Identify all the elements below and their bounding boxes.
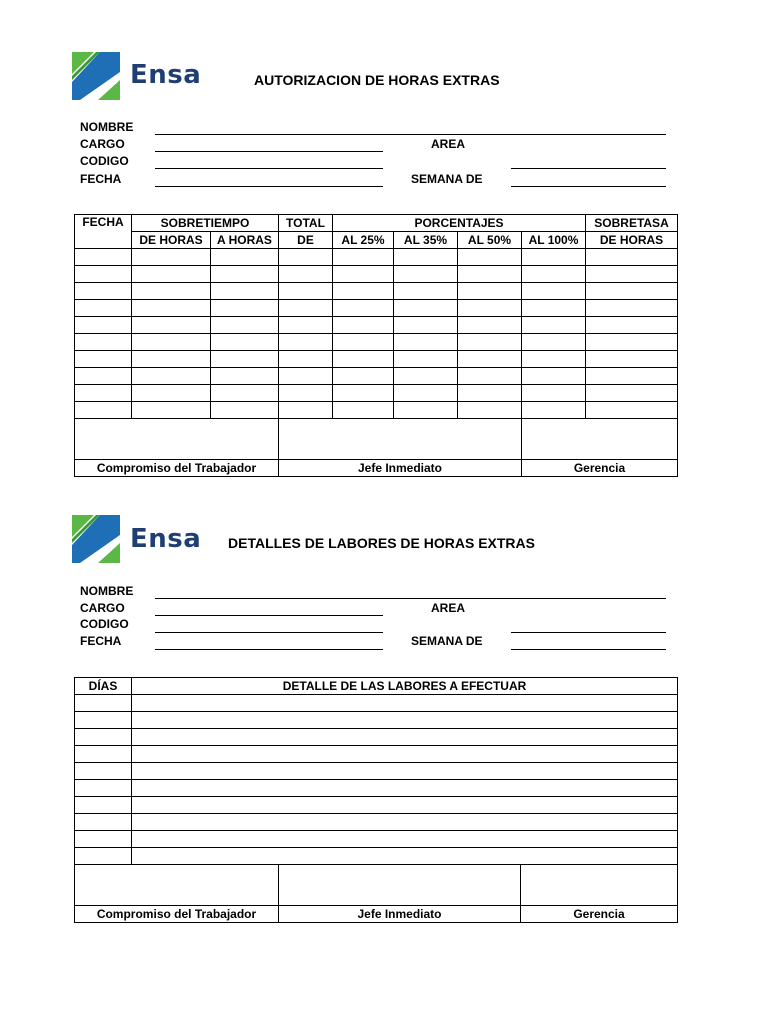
detalle-cell[interactable]	[132, 712, 678, 729]
table-cell[interactable]	[586, 300, 678, 317]
table-cell[interactable]	[211, 402, 279, 419]
col-al25: AL 25%	[333, 232, 394, 249]
table-row	[75, 385, 678, 402]
dias-cell[interactable]	[75, 695, 132, 712]
table-row	[75, 283, 678, 300]
table-cell[interactable]	[75, 351, 132, 368]
table-cell[interactable]	[279, 300, 333, 317]
table-cell[interactable]	[458, 402, 522, 419]
table-cell[interactable]	[458, 385, 522, 402]
dias-cell[interactable]	[75, 780, 132, 797]
col-porcentajes: PORCENTAJES	[333, 215, 586, 232]
table-cell[interactable]	[394, 385, 458, 402]
table-row	[75, 317, 678, 334]
table-cell[interactable]	[522, 300, 586, 317]
form1-title: AUTORIZACION DE HORAS EXTRAS	[254, 72, 500, 88]
table-row	[75, 351, 678, 368]
nombre-label: NOMBRE	[80, 584, 134, 598]
table-cell[interactable]	[75, 385, 132, 402]
overtime-table	[74, 214, 678, 477]
table-cell[interactable]	[279, 283, 333, 300]
table-cell[interactable]	[211, 283, 279, 300]
table-cell[interactable]	[394, 334, 458, 351]
detalle-cell[interactable]	[132, 780, 678, 797]
detalle-cell[interactable]	[132, 831, 678, 848]
table-cell[interactable]	[394, 249, 458, 266]
semana-label: SEMANA DE	[411, 634, 483, 648]
table-cell[interactable]	[394, 300, 458, 317]
signature-box-trabajador[interactable]	[75, 419, 279, 460]
table-cell[interactable]	[394, 351, 458, 368]
table-cell[interactable]	[586, 266, 678, 283]
table-cell[interactable]	[458, 317, 522, 334]
col-dias: DÍAS	[75, 678, 132, 695]
table-cell[interactable]	[132, 385, 211, 402]
table-cell[interactable]	[132, 334, 211, 351]
col-a-horas: A HORAS	[211, 232, 279, 249]
dias-cell[interactable]	[75, 729, 132, 746]
dias-cell[interactable]	[75, 848, 132, 865]
fecha-field[interactable]	[155, 649, 383, 650]
table-row	[75, 368, 678, 385]
table-cell[interactable]	[75, 266, 132, 283]
table-cell[interactable]	[75, 334, 132, 351]
signature-box-jefe[interactable]	[279, 865, 521, 906]
fecha-label: FECHA	[80, 634, 122, 648]
form2-title: DETALLES DE LABORES DE HORAS EXTRAS	[228, 535, 535, 551]
detalle-cell[interactable]	[132, 797, 678, 814]
table-cell[interactable]	[522, 334, 586, 351]
table-cell[interactable]	[333, 249, 394, 266]
table-row	[75, 249, 678, 266]
col-sobretasa: SOBRETASA	[586, 215, 678, 232]
dias-cell[interactable]	[75, 814, 132, 831]
signature-box-gerencia[interactable]	[522, 419, 678, 460]
table-row	[75, 763, 678, 780]
table-cell[interactable]	[279, 317, 333, 334]
table-row	[75, 402, 678, 419]
codigo-label: CODIGO	[80, 617, 129, 631]
table-cell[interactable]	[522, 402, 586, 419]
table-cell[interactable]	[394, 283, 458, 300]
semana-field[interactable]	[511, 649, 666, 650]
col-total-de: DE	[279, 232, 333, 249]
table-cell[interactable]	[333, 300, 394, 317]
table-cell[interactable]	[75, 249, 132, 266]
table-cell[interactable]	[211, 351, 279, 368]
col-total: TOTAL	[279, 215, 333, 232]
col-de-horas: DE HORAS	[132, 232, 211, 249]
table-cell[interactable]	[586, 402, 678, 419]
logo-wordmark: Ensa	[130, 60, 202, 90]
dias-cell[interactable]	[75, 712, 132, 729]
table-cell[interactable]	[211, 385, 279, 402]
table-cell[interactable]	[132, 368, 211, 385]
table-cell[interactable]	[394, 368, 458, 385]
table-cell[interactable]	[586, 351, 678, 368]
table-cell[interactable]	[333, 402, 394, 419]
table-cell[interactable]	[279, 402, 333, 419]
table-cell[interactable]	[586, 385, 678, 402]
table-cell[interactable]	[279, 385, 333, 402]
table-row	[75, 334, 678, 351]
table-cell[interactable]	[333, 351, 394, 368]
table-cell[interactable]	[458, 249, 522, 266]
table-cell[interactable]	[211, 317, 279, 334]
signature-label-jefe: Jefe Inmediato	[279, 906, 521, 923]
table-cell[interactable]	[132, 249, 211, 266]
signature-label-jefe: Jefe Inmediato	[279, 460, 522, 477]
table-cell[interactable]	[333, 385, 394, 402]
nombre-field[interactable]	[155, 598, 666, 599]
table-cell[interactable]	[394, 402, 458, 419]
table-row	[75, 729, 678, 746]
table-cell[interactable]	[211, 368, 279, 385]
table-cell[interactable]	[333, 266, 394, 283]
table-cell[interactable]	[586, 249, 678, 266]
signature-box-gerencia[interactable]	[521, 865, 678, 906]
detalle-cell[interactable]	[132, 848, 678, 865]
table-cell[interactable]	[333, 334, 394, 351]
semana-field[interactable]	[511, 186, 666, 187]
signature-label-gerencia: Gerencia	[521, 906, 678, 923]
cargo-field[interactable]	[155, 615, 383, 616]
table-cell[interactable]	[458, 334, 522, 351]
detalle-cell[interactable]	[132, 695, 678, 712]
area-label: AREA	[431, 601, 466, 615]
table-cell[interactable]	[458, 283, 522, 300]
table-cell[interactable]	[522, 249, 586, 266]
table-cell[interactable]	[522, 351, 586, 368]
table-cell[interactable]	[279, 334, 333, 351]
dias-cell[interactable]	[75, 797, 132, 814]
table-cell[interactable]	[458, 351, 522, 368]
area-field[interactable]	[511, 632, 666, 633]
table-cell[interactable]	[394, 266, 458, 283]
detalle-cell[interactable]	[132, 814, 678, 831]
table-cell[interactable]	[75, 317, 132, 334]
ensa-logo-icon	[72, 52, 122, 102]
dias-cell[interactable]	[75, 746, 132, 763]
table-cell[interactable]	[75, 300, 132, 317]
fecha-field[interactable]	[155, 186, 383, 187]
table-cell[interactable]	[132, 402, 211, 419]
table-cell[interactable]	[75, 402, 132, 419]
table-cell[interactable]	[132, 266, 211, 283]
nombre-label: NOMBRE	[80, 120, 134, 134]
dias-cell[interactable]	[75, 763, 132, 780]
table-row	[75, 746, 678, 763]
col-detalle: DETALLE DE LAS LABORES A EFECTUAR	[132, 678, 678, 695]
table-cell[interactable]	[132, 317, 211, 334]
table-cell[interactable]	[132, 351, 211, 368]
semana-label: SEMANA DE	[411, 172, 483, 186]
cargo-label: CARGO	[80, 137, 125, 151]
table-cell[interactable]	[522, 266, 586, 283]
table-cell[interactable]	[333, 283, 394, 300]
table-cell[interactable]	[211, 249, 279, 266]
table-row	[75, 266, 678, 283]
table-cell[interactable]	[394, 317, 458, 334]
cargo-field[interactable]	[155, 151, 383, 152]
table-cell[interactable]	[75, 368, 132, 385]
table-cell[interactable]	[279, 266, 333, 283]
table-row	[75, 695, 678, 712]
cargo-label: CARGO	[80, 601, 125, 615]
table-cell[interactable]	[279, 351, 333, 368]
table-cell[interactable]	[211, 334, 279, 351]
table-cell[interactable]	[522, 317, 586, 334]
table-cell[interactable]	[458, 368, 522, 385]
signature-label-trabajador: Compromiso del Trabajador	[75, 460, 279, 477]
table-cell[interactable]	[211, 266, 279, 283]
table-cell[interactable]	[132, 283, 211, 300]
col-sobretasa-de-horas: DE HORAS	[586, 232, 678, 249]
table-cell[interactable]	[586, 317, 678, 334]
detalle-cell[interactable]	[132, 729, 678, 746]
table-cell[interactable]	[586, 283, 678, 300]
col-fecha: FECHA	[75, 215, 132, 249]
table-cell[interactable]	[586, 368, 678, 385]
table-cell[interactable]	[522, 385, 586, 402]
table-row	[75, 780, 678, 797]
col-al100: AL 100%	[522, 232, 586, 249]
table-cell[interactable]	[458, 300, 522, 317]
labores-table	[74, 677, 678, 923]
logo-wordmark: Ensa	[130, 524, 202, 554]
area-field[interactable]	[511, 168, 666, 169]
fecha-label: FECHA	[80, 172, 122, 186]
detalle-cell[interactable]	[132, 746, 678, 763]
detalle-cell[interactable]	[132, 763, 678, 780]
table-cell[interactable]	[586, 334, 678, 351]
signature-box-trabajador[interactable]	[75, 865, 279, 906]
table-row	[75, 712, 678, 729]
signature-label-trabajador: Compromiso del Trabajador	[75, 906, 279, 923]
table-row	[75, 797, 678, 814]
codigo-field[interactable]	[155, 168, 383, 169]
table-cell[interactable]	[333, 368, 394, 385]
table-row	[75, 831, 678, 848]
table-cell[interactable]	[333, 317, 394, 334]
dias-cell[interactable]	[75, 831, 132, 848]
col-al50: AL 50%	[458, 232, 522, 249]
table-cell[interactable]	[132, 300, 211, 317]
signature-label-gerencia: Gerencia	[522, 460, 678, 477]
table-cell[interactable]	[522, 283, 586, 300]
col-sobretiempo: SOBRETIEMPO	[132, 215, 279, 232]
table-row	[75, 848, 678, 865]
table-cell[interactable]	[279, 249, 333, 266]
table-row	[75, 814, 678, 831]
table-cell[interactable]	[211, 300, 279, 317]
nombre-field[interactable]	[155, 134, 666, 135]
table-cell[interactable]	[522, 368, 586, 385]
table-cell[interactable]	[75, 283, 132, 300]
col-al35: AL 35%	[394, 232, 458, 249]
area-label: AREA	[431, 137, 466, 151]
table-cell[interactable]	[458, 266, 522, 283]
table-cell[interactable]	[279, 368, 333, 385]
codigo-field[interactable]	[155, 632, 383, 633]
table-row	[75, 300, 678, 317]
codigo-label: CODIGO	[80, 154, 129, 168]
ensa-logo-icon	[72, 515, 122, 565]
signature-box-jefe[interactable]	[279, 419, 522, 460]
